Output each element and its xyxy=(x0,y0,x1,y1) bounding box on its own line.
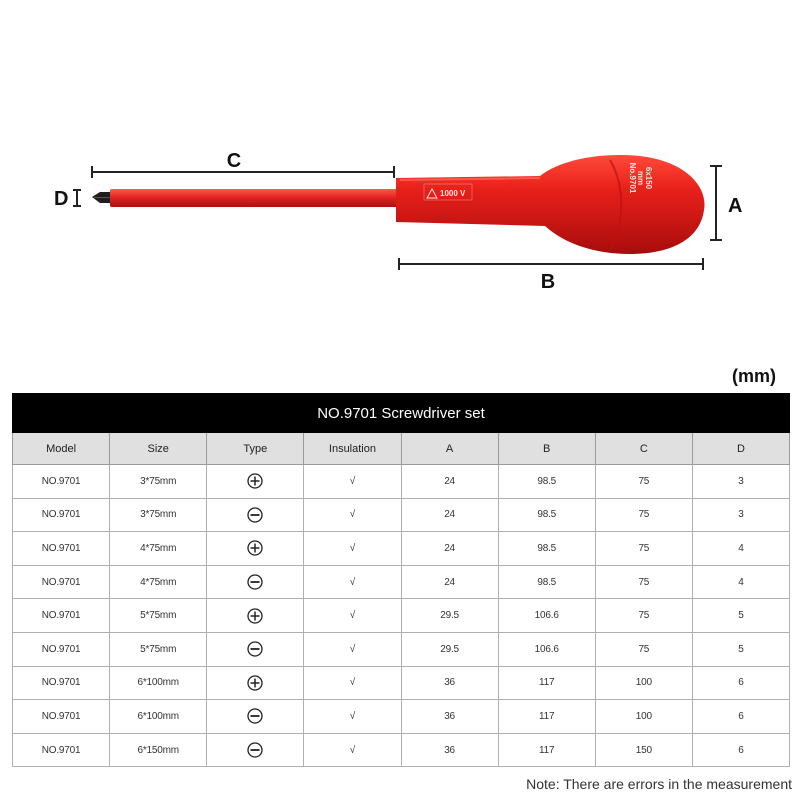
slotted-icon xyxy=(247,577,263,588)
cell-a: 24 xyxy=(401,465,498,499)
cell-size: 3*75mm xyxy=(110,498,207,532)
cell-type xyxy=(207,599,304,633)
header-size: Size xyxy=(110,433,207,465)
cell-b: 98.5 xyxy=(498,532,595,566)
cell-insulation: √ xyxy=(304,565,401,599)
cell-size: 6*100mm xyxy=(110,700,207,734)
table-row xyxy=(13,599,790,633)
header-c: C xyxy=(595,433,692,465)
header-row xyxy=(13,433,790,465)
cell-type xyxy=(207,498,304,532)
phillips-icon xyxy=(247,543,263,554)
table-row xyxy=(13,632,790,666)
cell-b: 117 xyxy=(498,666,595,700)
cell-size: 3*75mm xyxy=(110,465,207,499)
cell-d: 5 xyxy=(692,599,789,633)
cell-c: 75 xyxy=(595,498,692,532)
screwdriver-diagram xyxy=(0,0,800,340)
dimension-c xyxy=(92,150,394,178)
screwdriver-shaft xyxy=(110,189,400,207)
cell-type xyxy=(207,733,304,767)
dimension-d xyxy=(54,188,81,210)
header-b: B xyxy=(498,433,595,465)
handle-unit: mm xyxy=(636,170,645,186)
cell-size: 5*75mm xyxy=(110,599,207,633)
table-row xyxy=(13,565,790,599)
screwdriver-tip xyxy=(92,192,112,203)
slotted-icon xyxy=(247,711,263,722)
cell-model: NO.9701 xyxy=(13,632,110,666)
cell-insulation: √ xyxy=(304,498,401,532)
spec-table xyxy=(12,393,790,767)
slotted-icon xyxy=(247,510,263,521)
cell-d: 3 xyxy=(692,465,789,499)
cell-d: 4 xyxy=(692,532,789,566)
screwdriver-handle xyxy=(396,155,705,254)
header-type: Type xyxy=(207,433,304,465)
measurement-note: Note: There are errors in the measurement xyxy=(526,776,792,792)
dimension-a-label: A xyxy=(728,195,743,217)
cell-insulation: √ xyxy=(304,532,401,566)
cell-b: 98.5 xyxy=(498,565,595,599)
cell-a: 29.5 xyxy=(401,632,498,666)
cell-c: 100 xyxy=(595,700,692,734)
cell-b: 98.5 xyxy=(498,498,595,532)
header-d: D xyxy=(692,433,789,465)
header-model: Model xyxy=(13,433,110,465)
cell-b: 117 xyxy=(498,733,595,767)
cell-type xyxy=(207,565,304,599)
cell-c: 75 xyxy=(595,632,692,666)
cell-a: 36 xyxy=(401,666,498,700)
table-row xyxy=(13,498,790,532)
cell-size: 4*75mm xyxy=(110,565,207,599)
cell-d: 6 xyxy=(692,733,789,767)
phillips-icon xyxy=(247,678,263,689)
cell-a: 36 xyxy=(401,700,498,734)
cell-model: NO.9701 xyxy=(13,465,110,499)
table-row xyxy=(13,465,790,499)
cell-type xyxy=(207,666,304,700)
cell-type xyxy=(207,700,304,734)
cell-model: NO.9701 xyxy=(13,599,110,633)
cell-insulation: √ xyxy=(304,700,401,734)
dimension-b-label: B xyxy=(540,271,556,293)
dimension-d-label: D xyxy=(54,188,69,210)
cell-type xyxy=(207,532,304,566)
cell-model: NO.9701 xyxy=(13,565,110,599)
table-title: NO.9701 Screwdriver set xyxy=(13,394,790,433)
cell-c: 75 xyxy=(595,565,692,599)
cell-c: 75 xyxy=(595,599,692,633)
cell-type xyxy=(207,465,304,499)
cell-d: 6 xyxy=(692,700,789,734)
cell-c: 75 xyxy=(595,465,692,499)
cell-a: 24 xyxy=(401,565,498,599)
cell-insulation: √ xyxy=(304,733,401,767)
cell-b: 98.5 xyxy=(498,465,595,499)
cell-c: 150 xyxy=(595,733,692,767)
cell-insulation: √ xyxy=(304,666,401,700)
cell-a: 29.5 xyxy=(401,599,498,633)
cell-c: 100 xyxy=(595,666,692,700)
cell-size: 6*100mm xyxy=(110,666,207,700)
cell-b: 117 xyxy=(498,700,595,734)
cell-d: 4 xyxy=(692,565,789,599)
table-row xyxy=(13,733,790,767)
cell-model: NO.9701 xyxy=(13,498,110,532)
dimension-c-label: C xyxy=(226,150,242,172)
cell-insulation: √ xyxy=(304,465,401,499)
cell-d: 5 xyxy=(692,632,789,666)
phillips-icon xyxy=(247,476,263,487)
cell-a: 24 xyxy=(401,532,498,566)
cell-a: 24 xyxy=(401,498,498,532)
slotted-icon xyxy=(247,644,263,655)
cell-d: 3 xyxy=(692,498,789,532)
cell-model: NO.9701 xyxy=(13,666,110,700)
cell-size: 5*75mm xyxy=(110,632,207,666)
cell-b: 106.6 xyxy=(498,599,595,633)
dimension-b xyxy=(399,258,703,293)
cell-c: 75 xyxy=(595,532,692,566)
cell-insulation: √ xyxy=(304,632,401,666)
cell-type xyxy=(207,632,304,666)
handle-voltage: 1000 V xyxy=(440,189,466,198)
cell-model: NO.9701 xyxy=(13,733,110,767)
header-a: A xyxy=(401,433,498,465)
slotted-icon xyxy=(247,745,263,756)
cell-size: 4*75mm xyxy=(110,532,207,566)
cell-a: 36 xyxy=(401,733,498,767)
cell-size: 6*150mm xyxy=(110,733,207,767)
table-row xyxy=(13,666,790,700)
unit-label: (mm) xyxy=(732,366,776,386)
dimension-a xyxy=(710,166,742,240)
header-insulation: Insulation xyxy=(304,433,401,465)
handle-size: 6x150 xyxy=(644,166,653,190)
handle-model: No.9701 xyxy=(628,162,637,194)
table-row xyxy=(13,700,790,734)
cell-model: NO.9701 xyxy=(13,532,110,566)
cell-b: 106.6 xyxy=(498,632,595,666)
cell-insulation: √ xyxy=(304,599,401,633)
table-row xyxy=(13,532,790,566)
cell-model: NO.9701 xyxy=(13,700,110,734)
phillips-icon xyxy=(247,610,263,621)
cell-d: 6 xyxy=(692,666,789,700)
